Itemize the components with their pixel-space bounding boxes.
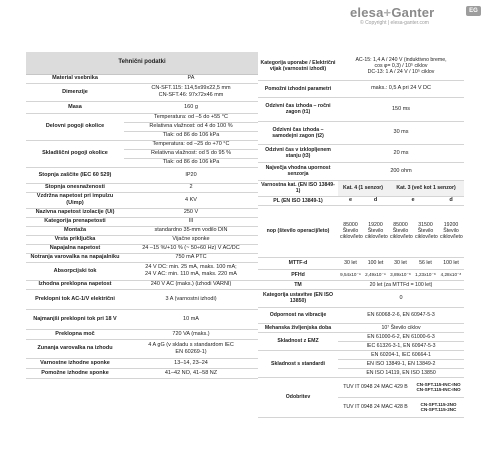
table-row: Tlak: od 86 do 106 kPa bbox=[26, 158, 258, 167]
table-title: Tehnični podatki bbox=[26, 52, 258, 74]
table-row: Kategorija uporabe / Električni vijak (varnostni izhodi) AC-15: 1,4 A / 240 V (induktivno breme, cos φ= 0,3) / 10⁵ ciklov DC-13: 1 A / 24 V / 10⁵ ciklov bbox=[258, 52, 464, 80]
table-row: Stopnja zaščite (IEC 60 529) IP20 bbox=[26, 167, 258, 183]
table-row: Odpornost na vibracije EN 60068-2-6, EN 60947-5-3 bbox=[258, 307, 464, 323]
table-row: Najmanjši preklopni tok pri 18 V 10 mA bbox=[26, 309, 258, 329]
table-row: Preklopna moč 720 VA (maks.) bbox=[26, 329, 258, 339]
table-row: Odobritev TUV IT 0948 24 MAC 429 B CN-SFT.115-INC-INO CN-SFT.115-INC-INO bbox=[258, 377, 464, 397]
brand-header bbox=[0, 0, 488, 26]
table-row: Stopnja onesnaženosti 2 bbox=[26, 183, 258, 192]
table-row: IEC 61326-3-1, EN 60947-5-3 bbox=[258, 341, 464, 350]
eg-badge-icon: EG bbox=[466, 6, 481, 16]
table-row: Kategorija prenapetosti III bbox=[26, 217, 258, 226]
table-row: Absorpcijski tok 24 V DC: min. 25 mA, maks. 100 mA; 24 V AC: min. 110 mA, maks. 220 mA bbox=[26, 262, 258, 280]
table-row: Največja vhodna upornost senzorja 200 ohm bbox=[258, 162, 464, 180]
table-row: Material vsebnika PA bbox=[26, 74, 258, 83]
table-row: Preklopni tok AC-1/V električni 3 A (varnostni izhodi) bbox=[26, 289, 258, 309]
table-row: Vzdržna napetost pri impulzu (Uimp) 4 KV bbox=[26, 192, 258, 208]
table-row: TM 20 let (za MTTFd = 100 let) bbox=[258, 280, 464, 289]
table-row: Odzivni čas izhoda – samodejni zagon (t2) 30 ms bbox=[258, 121, 464, 144]
technical-data-table-right bbox=[258, 52, 464, 418]
table-row: Varnostna kat. (EN ISO 13849-1) Kat. 4 (1 senzor) Kat. 3 (več kot 1 senzor) bbox=[258, 180, 464, 196]
table-row: Nazivna napetost izolacije (Ui) 250 V bbox=[26, 208, 258, 217]
table-row: Dimenzije CN-SFT.115: 114,5x99x22,5 mm CN-SFT.46: 97x72x46 mm bbox=[26, 83, 258, 101]
technical-data-table-left bbox=[26, 52, 258, 379]
table-row: Mehanska življenjska doba 10⁷ Število ciklov bbox=[258, 323, 464, 332]
table-row: Delovni pogoji okolice Temperatura: od –5 do +55 °C bbox=[26, 113, 258, 122]
table-row: Tlak: od 86 do 106 kPa bbox=[26, 131, 258, 140]
table-row: EN ISO 13849-1, EN 13849-2 bbox=[258, 359, 464, 368]
table-row: Skladnost s standardi EN 60204-1, IEC 60664-1 bbox=[258, 350, 464, 359]
table-row: Odzivni čas izhoda – ročni zagon (t1) 150 ms bbox=[258, 97, 464, 121]
table-row: Pomožne izhodne sponke 41–42 NO, 41–58 NZ bbox=[26, 368, 258, 378]
table-row: Kategorija ustavitve (EN ISO 13850) 0 bbox=[258, 289, 464, 307]
table-row: Relativna vlažnost: od 5 do 95 % bbox=[26, 149, 258, 158]
table-row: Montaža standardno 35-mm vodilo DIN bbox=[26, 226, 258, 235]
table-row: MTTF-d 30 let 100 let 30 let 56 let 100 let bbox=[258, 257, 464, 269]
table-row: Pomožni izhodni parametri maks.: 0,5 A pri 24 V DC bbox=[258, 80, 464, 97]
table-row: Skladnost z EMZ EN 61000-6-2, EN 61000-6-3 bbox=[258, 332, 464, 341]
table-row: PFHd 9,54x10⁻⁹ 2,49x10⁻⁹ 3,89x10⁻⁸ 1,23x10⁻⁸ 4,28x10⁻⁸ bbox=[258, 269, 464, 280]
table-row: Skladiščni pogoji okolice Temperatura: od –25 do +70 °C bbox=[26, 140, 258, 149]
table-row: Vrsta priključka Vijačne sponke bbox=[26, 235, 258, 244]
table-row: nop (število operacij/leto) 85000 Število ciklov/leto 19200 Število ciklov/leto 85000 Število ciklov/leto 31500 Število ciklov/leto 19200 Število ciklov/leto bbox=[258, 205, 464, 257]
table-row: TUV IT 0948 24 MAC 428 B CN-SFT.115-2NO CN-SFT.115-2NC bbox=[258, 397, 464, 417]
table-row: Zunanja varovalka na izhodu 4 A gG (v skladu s standardom IEC EN 60269-1) bbox=[26, 339, 258, 358]
table-row: Napajalna napetost 24 –15 %/+10 % (~ 50÷60 Hz) V AC/DC bbox=[26, 244, 258, 253]
elesa-ganter-logo: elesa+Ganter bbox=[350, 5, 435, 20]
table-row: Relativna vlažnost: od 4 do 100 % bbox=[26, 122, 258, 131]
table-row: EN ISO 14119, EN ISO 13850 bbox=[258, 368, 464, 377]
table-row: Varnostne izhodne sponke 13–14, 23–24 bbox=[26, 358, 258, 368]
copyright-text: © Copyright | elesa-ganter.com bbox=[360, 20, 429, 26]
table-row: Izhodna preklopna napetost 240 V AC (maks.) (izhodi VARNI) bbox=[26, 280, 258, 289]
table-row: Odzivni čas v izklopljenem stanju (t3) 20 ms bbox=[258, 144, 464, 162]
table-row: Notranja varovalka na napajalniku 750 mA PTC bbox=[26, 253, 258, 262]
table-row: Masa 160 g bbox=[26, 101, 258, 113]
table-row: PL (EN ISO 13849-1) e d e d bbox=[258, 196, 464, 205]
